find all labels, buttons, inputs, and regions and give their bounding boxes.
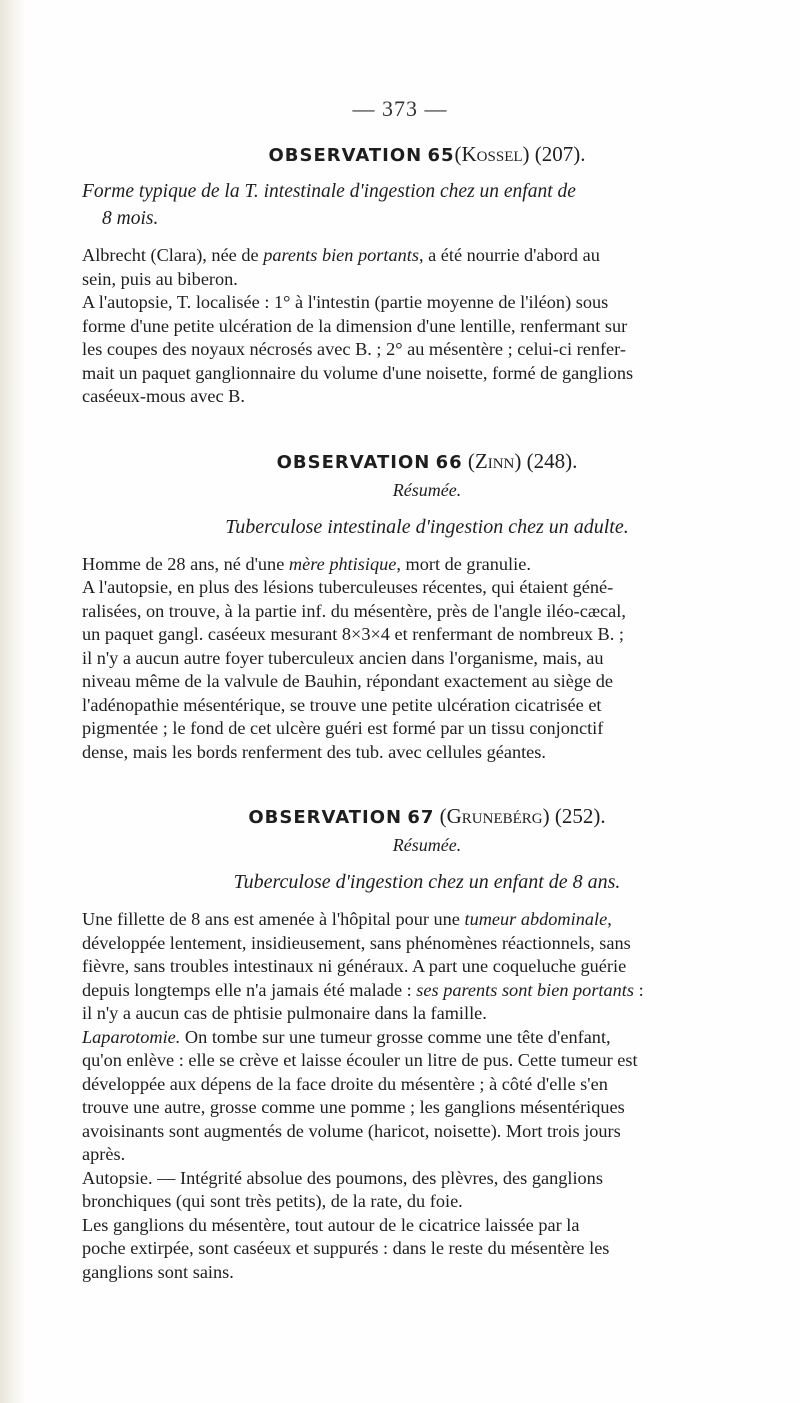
text-line: dense, mais les bords renferment des tub. avec cellules géantes. xyxy=(82,741,546,762)
observation-number: 67 xyxy=(407,807,435,828)
text-line: les coupes des noyaux nécrosés avec B. ; 2° au mésentère ; celui-ci renfer- xyxy=(82,339,626,359)
observation-67-heading xyxy=(82,802,772,832)
observation-number: 66 xyxy=(435,451,463,473)
observation-66-heading xyxy=(82,447,772,477)
text-line: avoisinants sont augmentés de volume (haricot, noisette). Mort trois jours xyxy=(82,1120,621,1141)
text-line xyxy=(82,1167,772,1191)
text-run: , xyxy=(607,909,612,929)
text-line: trouve une autre, grosse comme une pomme ; les ganglions mésentériques xyxy=(82,1097,625,1117)
page-edge-shadow xyxy=(0,0,26,1403)
observation-word: OBSERVATION xyxy=(276,451,431,473)
text-line xyxy=(82,979,772,1003)
resumee-label: Résumée. xyxy=(392,479,462,500)
text-run: Une fillette de 8 ans est amenée à l'hôpital pour une xyxy=(82,909,465,929)
observation-author: (Zinn) xyxy=(467,448,522,473)
text-line: fièvre, sans troubles intestinaux ni généraux. A part une coqueluche guérie xyxy=(82,956,627,976)
observation-66-body xyxy=(82,553,772,765)
observation-65-subtitle xyxy=(82,178,772,232)
text-line: Les ganglions du mésentère, tout autour de le cicatrice laissée par la xyxy=(82,1214,580,1235)
text-line xyxy=(82,244,772,268)
page-content xyxy=(82,140,772,1284)
text-line: poche extirpée, sont caséeux et suppurés : dans le reste du mésentère les xyxy=(82,1238,610,1258)
text-line xyxy=(82,1026,772,1050)
text-line: pigmentée ; le fond de cet ulcère guéri est formé par un tissu conjonctif xyxy=(82,718,604,738)
text-run: — Intégrité absolue des poumons, des plèvres, des ganglions xyxy=(152,1167,603,1188)
text-line xyxy=(82,908,772,932)
text-line: niveau même de la valvule de Bauhin, répondant exactement au siège de xyxy=(82,671,613,691)
text-line: A l'autopsie, T. localisée : 1° à l'intestin (partie moyenne de l'iléon) sous xyxy=(82,292,609,312)
observation-reference: (252). xyxy=(554,804,606,828)
text-line: après. xyxy=(82,1144,126,1164)
text-run: Albrecht (Clara), née de xyxy=(82,245,264,265)
text-run: depuis longtemps elle n'a jamais été malade : xyxy=(82,979,417,1000)
text-line: sein, puis au biberon. xyxy=(82,268,238,289)
observation-number: 65 xyxy=(427,145,455,166)
text-line: caséeux-mous avec B. xyxy=(82,386,245,406)
observation-67-body xyxy=(82,908,772,1284)
observation-65-heading xyxy=(82,140,772,170)
italic-run: mère phtisique xyxy=(288,553,397,574)
resumee-label: Résumée. xyxy=(392,835,462,855)
page-number: — 373 — xyxy=(352,96,448,121)
observation-66-title: Tuberculose intestinale d'ingestion chez un adulte. xyxy=(225,515,629,538)
text-line xyxy=(82,553,772,577)
subtitle-line: Forme typique de la T. intestinale d'ingestion chez un enfant de xyxy=(82,181,576,202)
text-line: ralisées, on trouve, à la partie inf. du mésentère, près de l'angle iléo-cæcal, xyxy=(82,600,626,621)
text-run: Homme de 28 ans, né d'une xyxy=(82,553,289,574)
text-line: qu'on enlève : elle se crève et laisse écouler un litre de pus. Cette tumeur est xyxy=(82,1050,638,1070)
observation-word: OBSERVATION xyxy=(248,807,403,828)
text-line: il n'y a aucun autre foyer tuberculeux ancien dans l'organisme, mais, au xyxy=(82,647,604,668)
text-line: ganglions sont sains. xyxy=(82,1261,234,1282)
subtitle-line: 8 mois. xyxy=(102,208,159,229)
text-line: mait un paquet ganglionnaire du volume d'une noisette, formé de ganglions xyxy=(82,362,634,383)
text-run: , mort de granulie. xyxy=(396,553,531,574)
observation-65 xyxy=(82,140,772,409)
text-line: l'adénopathie mésentérique, se trouve une petite ulcération cicatrisée et xyxy=(82,694,602,715)
text-line: bronchiques (qui sont très petits), de la rate, du foie. xyxy=(82,1191,463,1211)
text-line: A l'autopsie, en plus des lésions tuberculeuses récentes, qui étaient géné- xyxy=(82,577,614,597)
italic-run: parents bien portants xyxy=(263,245,419,265)
observation-word: OBSERVATION xyxy=(268,145,423,166)
text-line: développée aux dépens de la face droite du mésentère ; à côté d'elle s'en xyxy=(82,1073,608,1094)
observation-author: (Grunebérg) xyxy=(439,804,550,828)
italic-run: ses parents sont bien portants xyxy=(416,979,634,1000)
observation-reference: (248). xyxy=(526,448,578,473)
italic-run: Laparotomie. xyxy=(82,1026,181,1047)
text-run: Autopsie. xyxy=(82,1167,153,1188)
text-run: On tombe sur une tumeur grosse comme une tête d'enfant, xyxy=(180,1026,611,1047)
text-run: : xyxy=(634,979,644,1000)
text-line: il n'y a aucun cas de phtisie pulmonaire dans la famille. xyxy=(82,1003,487,1023)
observation-67 xyxy=(82,802,772,1284)
text-line: développée lentement, insidieusement, sans phénomènes réactionnels, sans xyxy=(82,932,631,953)
text-line: forme d'une petite ulcération de la dimension d'une lentille, renfermant sur xyxy=(82,315,628,336)
text-run: , a été nourrie d'abord au xyxy=(418,245,600,265)
observation-67-title: Tuberculose d'ingestion chez un enfant de 8 ans. xyxy=(233,871,621,893)
observation-65-body xyxy=(82,244,772,409)
observation-author: (Kossel) xyxy=(454,142,530,166)
text-line: un paquet gangl. caséeux mesurant 8×3×4 et renfermant de nombreux B. ; xyxy=(82,624,624,644)
italic-run: tumeur abdominale xyxy=(464,909,608,929)
observation-66 xyxy=(82,447,772,765)
observation-reference: (207). xyxy=(534,142,586,166)
